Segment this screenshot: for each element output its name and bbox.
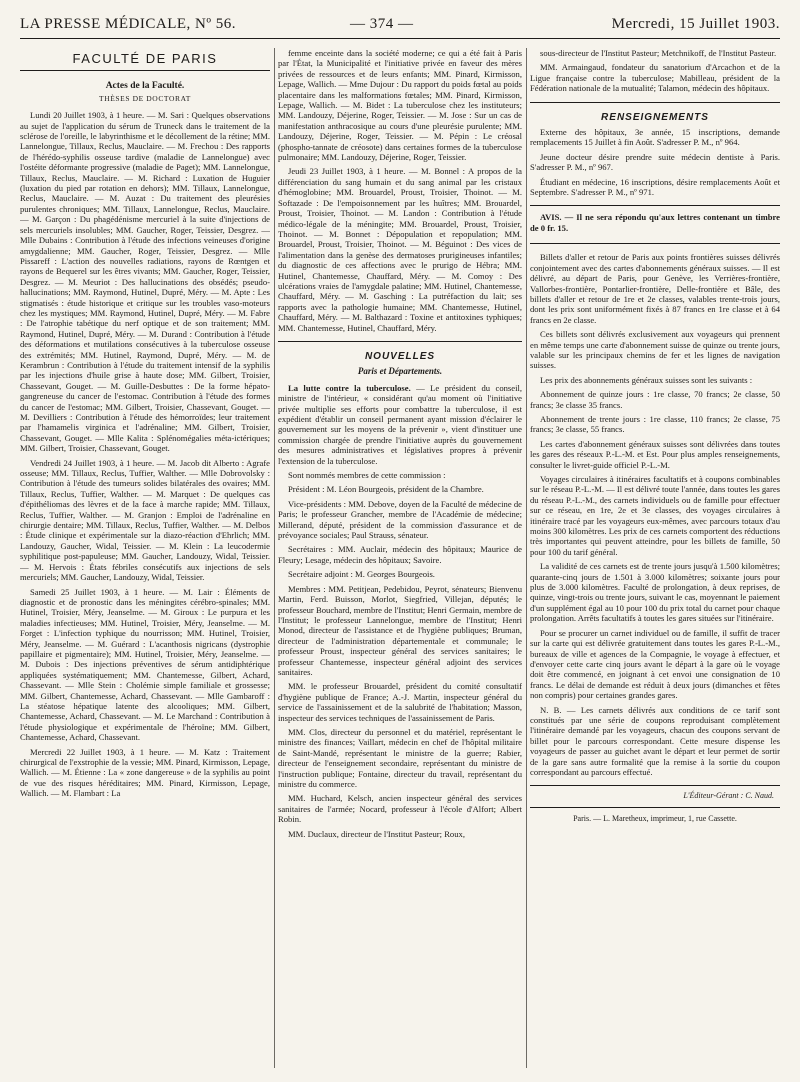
subsection-subtitle: THÈSES DE DOCTORAT bbox=[99, 93, 191, 103]
column-2 bbox=[278, 48, 522, 1068]
divider bbox=[530, 102, 780, 103]
paragraph: Pour se procurer un carnet individuel ou de famille, il suffit de tracer sur la carte qui est délivrée gratuitement dans toutes les gares P.-L.-M., bureaux de ville et agences de la Compagnie, le voyage à effectuer, et d'envoyer cette carte cinq jours avant le départ à la gare où le voyage doit être commencé, en joignant à cet envoi une consignation de 10 francs. Le délai de demande est réduit à deux jours (dimanches et fêtes non compris) pour certaines grandes gares. bbox=[530, 627, 780, 701]
paragraph: Samedi 25 Juillet 1903, à 1 heure. — M. Lair : Éléments de diagnostic et de pronostic dans les méningites cérébro-spinales; MM. Hutinel, Troisier, Méry, Jeanselme. — M. Giroux : Le purpura et les maladies infectieuses; MM. Hutinel, Troisier, Méry, Jeanselme. — M. Forget : L'infection typhique du nourrisson; MM. Hutinel, Troisier, Méry, Jeanselme. — M. Guérard : L'acanthosis nigricans (dystrophie papillaire et pigmentaire); MM. Hutinel, Troisier, Méry, Jeanselme. — M. Dubois : Des injections préventives de sérum antidiphtérique appliquées systématiquement; MM. Chantemesse, Gilbert, Achard, Chassevant. — Mlle Stein : Cholémie simple familiale et grossesse; MM. Gilbert, Chantemesse, Achard, Chassevant. — Mlle Gambaroff : La stéatose hépatique latente des alcooliques; MM. Gilbert, Chantemesse, Achard, Chassevant. — M. Le Marchand : Contribution à l'étude physiologique et expérimentale de l'héroïne; MM. Gilbert, Chantemesse, Achard, Chassevant. bbox=[20, 586, 270, 743]
avis-box bbox=[530, 205, 780, 244]
paragraph: MM. Armaingaud, fondateur du sanatorium d'Arcachon et de la Ligue française contre la tuberculose; Mabilleau, président de la Fédération nationale de la mutualité; Talamon, médecin des hôpitaux. bbox=[530, 62, 780, 94]
paragraph: Mercredi 22 Juillet 1903, à 1 heure. — M. Katz : Traitement chirurgical de l'exstrophie de la vessie; MM. Pinard, Kirmisson, Lepage, Wallich. — M. Étienne : La « zone dangereuse » de la syphilis au point de vue des risques héréditaires; MM. Pinard, Kirmisson, Lepage, Wallich. — M. Flambart : La bbox=[20, 746, 270, 799]
paragraph: Président : M. Léon Bourgeois, président de la Chambre. bbox=[288, 484, 484, 495]
paragraph: Secrétaires : MM. Auclair, médecin des hôpitaux; Maurice de Fleury; Lesage, médecin des hôpitaux; Savoire. bbox=[278, 544, 522, 565]
section-title-renseignements: RENSEIGNEMENTS bbox=[601, 111, 709, 123]
paragraph: Billets d'aller et retour de Paris aux points frontières suisses délivrés conjointement avec des cartes d'abonnements généraux suisses. — Il est délivré, au départ de Paris, pour Genève, les Verrières-frontière, Vallorbes-frontière, Pontarlier-frontière, Delle-frontière et Bâle, des billets d'aller et retour de 1re et 2e classes, valables trente-trois jours, dont les prix sont uniformément fixés à 87 francs en 1re classe et à 64 francs en 2e classe. bbox=[530, 252, 780, 325]
paragraph: MM. Clos, directeur du personnel et du matériel, représentant le ministre des finances; Vaillart, médecin en chef de l'hôpital militaire de Saint-Mandé, représentant le ministre de la guerre; Rabier, directeur de l'enseignement secondaire, représentant du ministre de l'instruction publique; Fontaine, directeur du travail, représentant du ministre du commerce. bbox=[278, 726, 522, 789]
editor-signature: L'Éditeur-Gérant : C. Naud. bbox=[530, 785, 780, 807]
paragraph: MM. Huchard, Kelsch, ancien inspecteur général des services sanitaires de l'armée; Nocard, professeur à l'école d'Alfort; Albert Robin. bbox=[278, 793, 522, 825]
column-rule-1 bbox=[274, 48, 275, 1068]
page-header bbox=[20, 14, 780, 39]
paragraph: MM. Duclaux, directeur de l'Institut Pasteur; Roux, bbox=[288, 828, 465, 839]
printer-credit: Paris. — L. Maretheux, imprimeur, 1, rue Cassette. bbox=[573, 813, 737, 823]
column-1 bbox=[20, 48, 270, 1068]
subsection-title: Paris et Départements. bbox=[357, 366, 443, 377]
divider bbox=[278, 341, 522, 342]
lead-text: — Le président du conseil, ministre de l'intérieur, « considérant qu'au moment où l'initiative privée multiplie ses efforts pour combattre la tuberculose, il est expédient d'établir un conseil permanent ayant mission d'éclairer le gouvernement sur les moyens de la prévenir », vient d'instituer une commission chargée de prendre l'initiative auprès du gouvernement des mesures administratives et législatives propres à prévenir l'extension de la tuberculose. bbox=[278, 382, 522, 466]
paragraph: MM. le professeur Brouardel, président du comité consultatif d'hygiène publique de France; A.-J. Martin, inspecteur général du service de l'assainissement et de la salubrité de l'habitation; Masson, inspecteur des services techniques de l'assainissement de Paris. bbox=[278, 681, 522, 723]
notice: Étudiant en médecine, 16 inscriptions, désire remplacements Août et Septembre. S'adresser P. M., nº 971. bbox=[530, 176, 780, 198]
paragraph: N. B. — Les carnets délivrés aux conditions de ce tarif sont constitués par une série de coupons reproduisant complètement l'itinéraire demandé par les voyageurs, chacun des coupons servant de billet pour le parcours correspondant. Cette mesure dispense les voyageurs de passer au guichet avant le départ et leur permet de sortir de la gare sans autre formalité que la remise à la sortie du coupon correspondant au parcours effectué. bbox=[530, 704, 780, 777]
section-title-faculte: FACULTÉ DE PARIS bbox=[20, 54, 270, 71]
paragraph: Membres : MM. Petitjean, Pedebidou, Peyrot, sénateurs; Bienvenu Martin, Ferd. Buisson, Morlot, Siegfried, Villejan, députés; le professeur Bouchard, membre de l'Institut; Henri Germain, membre de l'Institut; le professeur Lannelongue, membre de l'Institut; Henri Monod, directeur de l'assistance et de l'hygiène publiques; Bruman, directeur de l'administration départementale et communale; le professeur Proust, inspecteur général des services sanitaires; le professeur Chantemesse, inspecteur général adjoint des services sanitaires. bbox=[278, 583, 522, 677]
paragraph: Abonnement de quinze jours : 1re classe, 70 francs; 2e classe, 50 francs; 3e classe 35 francs. bbox=[530, 389, 780, 410]
paragraph: Les cartes d'abonnement généraux suisses sont délivrées dans toutes les gares des réseaux P.-L.-M. et Est. Pour plus amples renseignements, consulter le livret-guide officiel P.-L.-M. bbox=[530, 438, 780, 470]
paragraph: Abonnement de trente jours : 1re classe, 110 francs; 2e classe, 75 francs; 3e classe, 55 francs. bbox=[530, 413, 780, 435]
column-3 bbox=[530, 48, 780, 1068]
paragraph: Les prix des abonnements généraux suisses sont les suivants : bbox=[540, 374, 753, 385]
paragraph: Jeudi 23 Juillet 1903, à 1 heure. — M. Bonnel : A propos de la différenciation du sang humain et du sang animal par les cristaux d'hémoglobine; MM. Brouardel, Proust, Troisier, Thoinot. — M. Softazade : De l'empoisonnement par les huîtres; MM. Brouardel, Proust, Troisier, Thoinot. — M. Landon : Contribution à l'étude médico-légale de la méningite; MM. Brouardel, Proust, Troisier, Thoinot. — M. Bonnet : Dépopulation et repopulation; MM. Brouardel, Proust, Troisier, Thoinot. — M. Béguinot : Des vices de l'alimentation dans la genèse des dermatoses prurigineuses infantiles; du diagnostic de ces affections avec le prurigo de Hébra; MM. Hutinel, Chantemesse, Chauffard, Méry. — M. Comoy : Des ulcérations vraies de l'amygdale palatine; MM. Hutinel, Chantemesse, Chauffard, Méry. — M. Gasching : La putréfaction du lait; ses rapports avec la pathologie humaine; MM. Chantemesse, Hutinel, Chauffard, Méry. — M. Balthazard : Toxine et antitoxines typhiques; MM. Chantemesse, Hutinel, Chauffard, Méry. bbox=[278, 166, 522, 333]
notice: Jeune docteur désire prendre suite médecin dentiste à Paris. S'adresser P. M., nº 967. bbox=[530, 151, 780, 173]
page-number: — 374 — bbox=[350, 16, 414, 32]
paragraph: sous-directeur de l'Institut Pasteur; Metchnikoff, de l'Institut Pasteur. bbox=[540, 48, 777, 58]
paragraph: Lundi 20 Juillet 1903, à 1 heure. — M. Sari : Quelques observations au sujet de l'application du sérum de Truneck dans le traitement de la sclérose de l'oreille, le labyrinthisme et le décollement de la rétine; MM. Lannelongue, Tillaux, Reclus, Mauclaire. — M. Frechou : Des rapports de l'hérédo-syphilis osseuse tardive (maladie de Lannelongue) avec l'ostéite déformante progressive (maladie de Paget); MM. Lannelongue, Tillaux, Reclus, Mauclaire. — M. Richard : Luxation de Huguier (luxation du pied par rotation en dehors); MM. Tillaux, Lannelongue, Reclus, Mauclaire. — M. Auzat : Du traitement des pleurésies purulentes chroniques; MM. Tillaux, Lannelongue, Reclus, Mauclaire. — M. Garçon : Du phagédénisme mercuriel à la suite d'injections de sels mercuriels insolubles; MM. Gaucher, Roger, Teissier, Desgrez. — Mlle Dubains : Contribution à l'étude des infections veineuses d'origine amygdalienne; MM. Gaucher, Roger, Teissier, Desgrez. — Mlle Pissareff : L'action des nouvelles radiations, rayons de Rœntgen et rayons de Bequerel sur les êtres vivants; MM. Gaucher, Roger, Teissier, Desgrez. — M. Meuriot : Des hallucinations des obsédés; pseudo-hallucinations; MM. Raymond, Hutinel, Dupré, Méry. — M. Apte : Les stigmatisés : étude historique et critique sur les troubles vaso-moteurs chez les mystiques; MM. Raymond, Hutinel, Dupré, Méry. — M. Fabre : De l'atrophie tabétique du nerf optique et de son traitement; MM. Raymond, Hutinel, Dupré, Méry. — M. Durand : Contribution à l'étude des déformations et mutilations consécutives à la tuberculose osseuse des extrémités; MM. Hutinel, Raymond, Dupré, Méry. — M. de Kerambrun : Contribution à l'étude du traitement intensif de la syphilis par les injections d'huile grise à haute dose; MM. Gilbert, Troisier, Chassevant, Gouget. — M. Guille-Desbuttes : De la forme hépato-gangreneuse du cancer de l'estomac. Contribution à l'étude des formes du cancer de l'estomac; MM. Gilbert, Troisier, Chassevant, Gouget. — M. Devilliers : Contribution à l'étude des hémorroïdes; leur traitement par l'hamamelis virginica et l'adrénaline; MM. Gilbert, Troisier, Chassevant, Gouget. — Mlle Kalita : Splénomégalies méta-ictériques; MM. Gilbert, Troisier, Chassevant, Gouget. bbox=[20, 110, 270, 454]
journal-title: LA PRESSE MÉDICALE, Nº 56. bbox=[20, 16, 236, 32]
paragraph: Ces billets sont délivrés exclusivement aux voyageurs qui prennent en même temps une carte d'abonnement suisse de quinze ou trente jours, valable sur les principaux chemins de fer et les lignes de navigation suisses. bbox=[530, 329, 780, 371]
issue-date: Mercredi, 15 Juillet 1903. bbox=[611, 16, 780, 32]
paragraph bbox=[278, 383, 522, 466]
paragraph: Vice-présidents : MM. Debove, doyen de la Faculté de médecine de Paris; le professeur Grancher, membre de l'Académie de médecine; Millerand, député, président de la commission d'assurance et de prévoyance sociales; Paul Strauss, sénateur. bbox=[278, 498, 522, 541]
paragraph: La validité de ces carnets est de trente jours jusqu'à 1.500 kilomètres; quarante-cinq jours de 1.501 à 3.000 kilomètres; soixante jours pour plus de 3.000 kilomètres. Faculté de prolongation, à deux reprises, de quinze, vingt-trois ou trente jours, suivant le cas, moyennant le paiement d'un supplément égal au 10 pour 100 du prix total du carnet pour chaque prolongation. Arrêts facultatifs à toutes les gares situées sur l'itinéraire. bbox=[530, 561, 780, 624]
paragraph: Secrétaire adjoint : M. Georges Bourgeois. bbox=[288, 569, 435, 580]
section-title-nouvelles: NOUVELLES bbox=[364, 350, 436, 362]
paragraph: Vendredi 24 Juillet 1903, à 1 heure. — M. Jacob dit Alberto : Agrafe osseuse; MM. Tillaux, Reclus, Tuffier, Walther. — Mlle Dobrovolsky : Contribution à l'étude des tumeurs solides bilatérales des ovaires; MM. Tillaux, Reclus, Tuffier, Walther. — M. Marquet : De quelques cas d'épithéliomas des lèvres et de la face à marche rapide; MM. Tillaux, Reclus, Tuffier, Walther. — M. Granjon : Emploi de l'adrénaline en chirurgie dentaire; MM. Tillaux, Reclus, Tuffier, Walther. — M. Delbos : Étude clinique et expérimentale sur la diazo-réaction d'Ehrlich; MM. Landouzy, Gaucher, Widal, Teissier. — M. Klein : La leucodermie syphilitique post-papuleuse; MM. Gaucher, Landouzy, Widal, Teissier. — M. Hervois : États fébriles consécutifs aux injections de sels mercuriels; MM. Gaucher, Landouzy, Widal, Teissier. bbox=[20, 457, 270, 583]
paragraph: Sont nommés membres de cette commission : bbox=[288, 470, 446, 481]
paragraph: femme enceinte dans la société moderne; ce qui a été fait à Paris par l'État, la Municipalité et l'initiative privée en faveur des mères privées de ressources et de leurs enfants; MM. Pinard, Kirmisson, Lepage, Wallich. — Mme Dujour : Du rapport du poids fœtal au poids placentaire dans les malformations fœtales; MM. Pinard, Kirmisson, Lepage, Wallich. — M. Bidet : La tuberculose chez les instituteurs; MM. Landouzy, Déjerine, Roger, Teissier. — M. Jose : Sur un cas de manifestation anthracosique au cours d'une pleurésie purulente; MM. Landouzy, Déjerine, Roger, Teissier. — M. Pépin : Le créosal (phospho-tannate de créosote) dans certaines formes de la tuberculose pulmonaire; MM. Landouzy, Déjerine, Roger, Teissier. bbox=[278, 48, 522, 163]
column-rule-2 bbox=[526, 48, 527, 1068]
notice: Externe des hôpitaux, 3e année, 15 inscriptions, demande remplacements 15 Juillet à fin Août. S'adresser P. M., nº 964. bbox=[530, 127, 780, 148]
subsection-title: Actes de la Faculté. bbox=[105, 81, 185, 92]
paragraph: Voyages circulaires à itinéraires facultatifs et à coupons combinables sur le réseau P.-L.-M. — Il est délivré toute l'année, dans toutes les gares du réseau P.-L.-M., des carnets individuels ou de famille pour effectuer sur ce réseau, en 1re, 2e et 3e classes, des voyages circulaires à itinéraire tracé par les voyageurs eux-mêmes, avec parcours totaux d'au moins 300 kilomètres. Les prix de ces carnets comportent des réductions très importantes qui peuvent atteindre, pour les billets de famille, 50 pour 100 du tarif général. bbox=[530, 474, 780, 557]
lead-heading: La lutte contre la tuberculose. bbox=[288, 382, 411, 393]
avis-text: AVIS. — Il ne sera répondu qu'aux lettres contenant un timbre de 0 fr. 15. bbox=[530, 212, 780, 233]
